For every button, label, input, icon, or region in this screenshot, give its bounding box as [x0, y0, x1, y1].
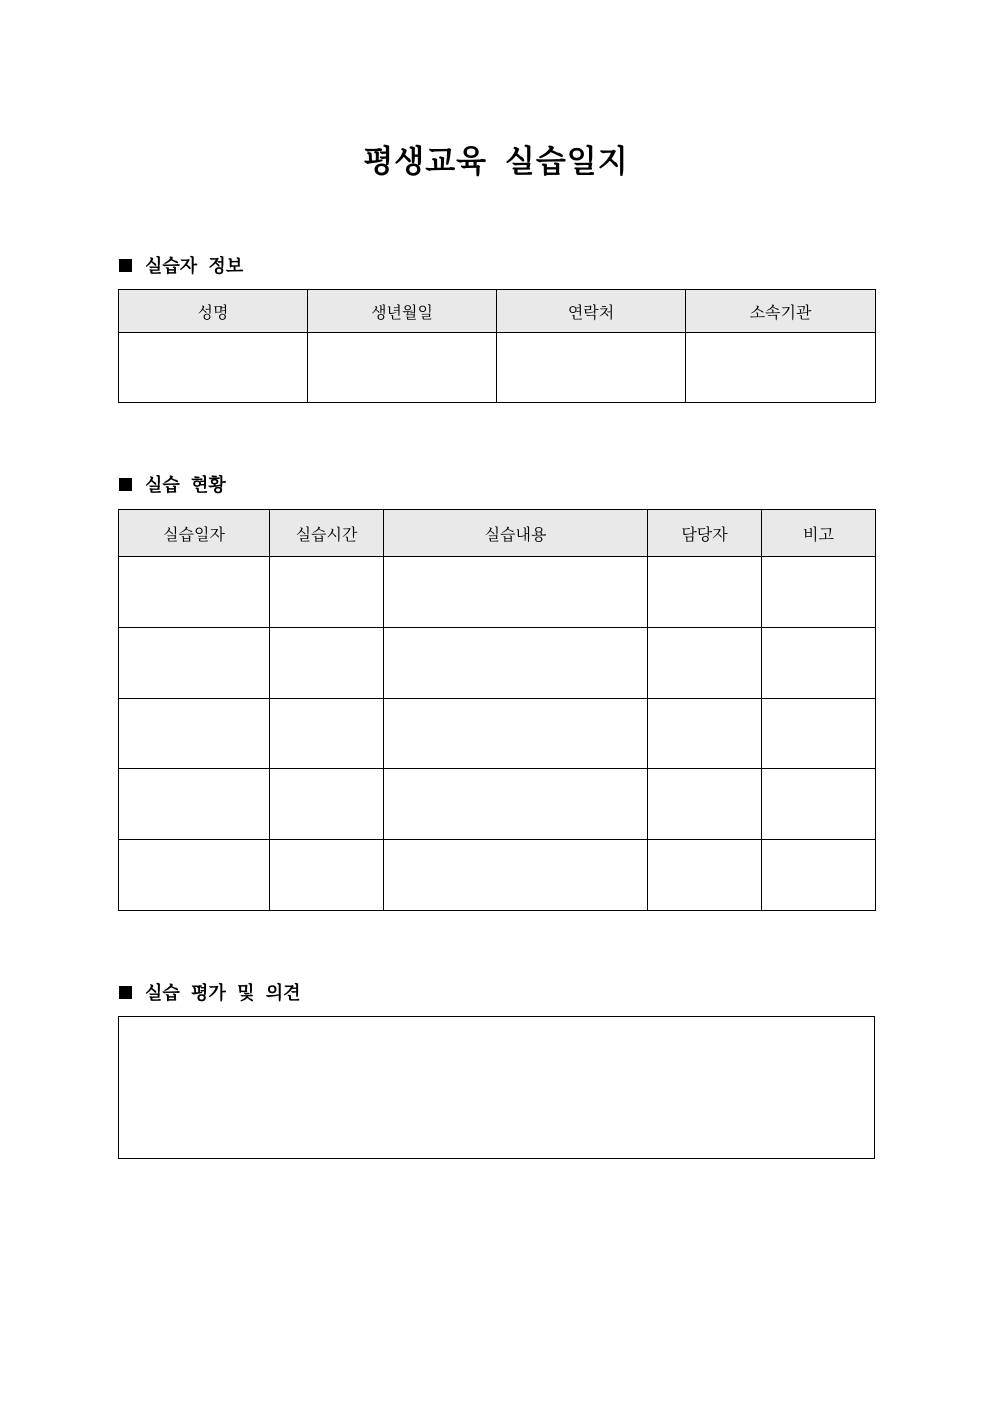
supervisor-cell[interactable]	[648, 769, 762, 840]
section-heading-text: 실습 현황	[145, 475, 226, 496]
table-row	[119, 333, 876, 403]
practice-content-cell[interactable]	[384, 769, 648, 840]
remarks-cell[interactable]	[762, 557, 876, 628]
practice-time-cell[interactable]	[270, 769, 384, 840]
practice-time-cell[interactable]	[270, 840, 384, 911]
square-bullet-icon	[119, 986, 132, 999]
supervisor-cell[interactable]	[648, 628, 762, 699]
remarks-cell[interactable]	[762, 699, 876, 769]
table-header-row	[119, 290, 876, 333]
header-birthdate: 생년월일	[308, 290, 497, 333]
header-contact: 연락처	[497, 290, 686, 333]
header-name: 성명	[119, 290, 308, 333]
header-remarks: 비고	[762, 510, 876, 557]
affiliation-cell[interactable]	[686, 333, 876, 403]
practice-date-cell[interactable]	[119, 699, 270, 769]
remarks-cell[interactable]	[762, 840, 876, 911]
header-practice-time: 실습시간	[270, 510, 384, 557]
section-heading-practice-status	[119, 472, 226, 496]
practice-time-cell[interactable]	[270, 557, 384, 628]
table-row	[119, 628, 876, 699]
practice-time-cell[interactable]	[270, 699, 384, 769]
document-title: 평생교육 실습일지	[363, 144, 629, 180]
evaluation-opinion-box[interactable]	[118, 1016, 875, 1159]
practice-status-table	[118, 509, 876, 911]
section-heading-text: 실습자 정보	[145, 256, 244, 277]
square-bullet-icon	[119, 259, 132, 272]
header-affiliation: 소속기관	[686, 290, 876, 333]
birthdate-cell[interactable]	[308, 333, 497, 403]
practice-time-cell[interactable]	[270, 628, 384, 699]
square-bullet-icon	[119, 478, 132, 491]
header-practice-content: 실습내용	[384, 510, 648, 557]
table-row	[119, 769, 876, 840]
section-heading-text: 실습 평가 및 의견	[145, 983, 301, 1004]
contact-cell[interactable]	[497, 333, 686, 403]
remarks-cell[interactable]	[762, 628, 876, 699]
header-supervisor: 담당자	[648, 510, 762, 557]
table-row	[119, 840, 876, 911]
practice-date-cell[interactable]	[119, 840, 270, 911]
remarks-cell[interactable]	[762, 769, 876, 840]
header-practice-date: 실습일자	[119, 510, 270, 557]
supervisor-cell[interactable]	[648, 699, 762, 769]
table-row	[119, 699, 876, 769]
supervisor-cell[interactable]	[648, 557, 762, 628]
practice-content-cell[interactable]	[384, 699, 648, 769]
practice-content-cell[interactable]	[384, 840, 648, 911]
trainee-info-table	[118, 289, 876, 403]
practice-date-cell[interactable]	[119, 557, 270, 628]
practice-content-cell[interactable]	[384, 557, 648, 628]
section-heading-evaluation	[119, 980, 301, 1004]
practice-content-cell[interactable]	[384, 628, 648, 699]
table-row	[119, 557, 876, 628]
section-heading-trainee-info	[119, 253, 243, 277]
name-cell[interactable]	[119, 333, 308, 403]
practice-date-cell[interactable]	[119, 628, 270, 699]
supervisor-cell[interactable]	[648, 840, 762, 911]
table-header-row	[119, 510, 876, 557]
practice-date-cell[interactable]	[119, 769, 270, 840]
